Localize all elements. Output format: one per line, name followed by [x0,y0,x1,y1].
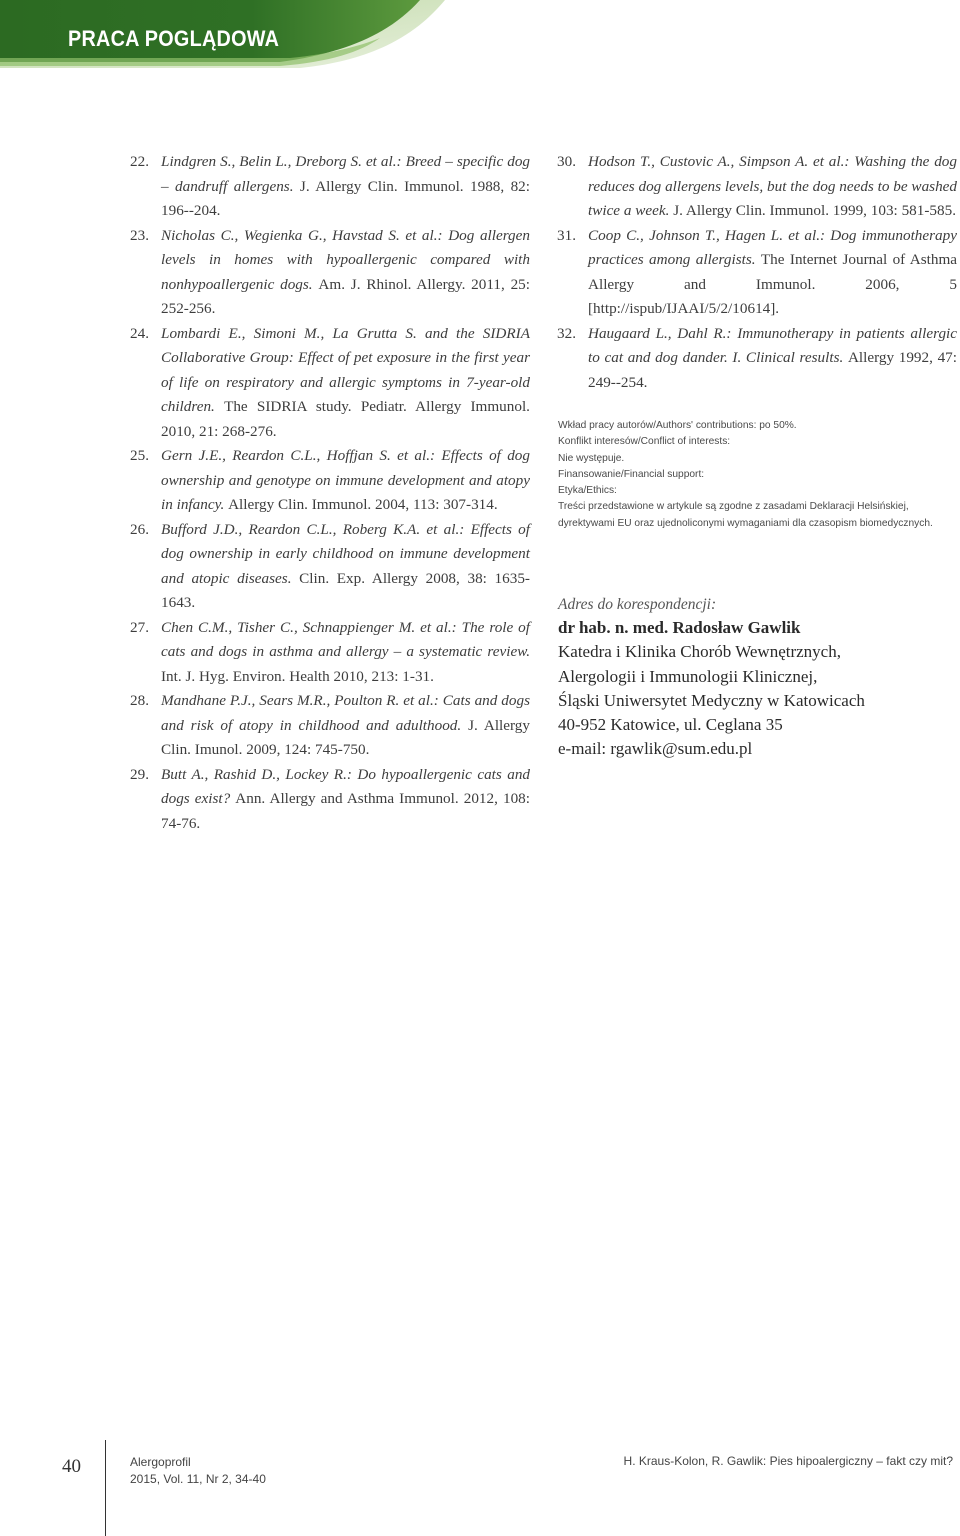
references-right-column [557,150,957,395]
header-banner [0,0,960,80]
reference-source: Ann. Allergy and Asthma Immunol. 2012, 108: 74-76. [161,790,530,832]
address-line-2: Alergologii i Immunologii Klinicznej, [558,666,818,686]
contributions-text: Wkład pracy autorów/Authors' contributions: po 50%. [558,420,797,431]
reference-item [557,150,957,224]
reference-title: Effects of dog ownership and genotype on immune development and atopy in infancy. [161,447,530,513]
reference-source: Am. J. Rhinol. Allergy. 2011, 25: 252-256. [161,275,530,317]
author-name: Radosław Gawlik [672,618,801,637]
reference-number: 32. [557,324,576,342]
reference-source: Allergy 1992, 47: 249--254. [588,349,957,391]
reference-number: 23. [130,226,149,244]
reference-source: J. Allergy Clin. Immunol. 1988, 82: 196--204. [161,177,530,219]
reference-item [557,322,957,396]
section-title: PRACA POGLĄDOWA [68,26,280,51]
reference-authors: Bufford J.D., Reardon C.L., Roberg K.A. et al.: [161,520,471,538]
reference-authors: Lombardi E., Simoni M., La Grutta S. and the SIDRIA Collaborative Group: [161,324,530,366]
journal-name: Alergoprofil [130,1455,191,1469]
reference-authors: Hodson T., Custovic A., Simpson A. et al.: [588,153,855,170]
reference-item [130,150,530,224]
footer-divider [105,1440,106,1536]
reference-title: Cats and dogs and risk of atopy in childhood and adulthood. [161,692,530,734]
email-address[interactable]: e-mail: rgawlik@sum.edu.pl [558,739,753,759]
reference-item [130,444,530,518]
reference-item [130,689,530,763]
reference-item [130,763,530,837]
reference-number: 31. [557,226,576,244]
reference-title: Do hypoallergenic cats and dogs exist? [161,765,531,807]
reference-number: 28. [130,692,149,709]
running-title: H. Kraus-Kolon, R. Gawlik: Pies hipoalergiczny – fakt czy mit? [623,1454,953,1468]
funding-label: Finansowanie/Financial support: [558,468,705,480]
reference-source: The SIDRIA study. Pediatr. Allergy Immunol. 2010, 21: 268-276. [161,398,530,440]
reference-number: 30. [557,153,576,170]
reference-authors: Chen C.M., Tisher C., Schnappienger M. et al.: [161,618,462,636]
address-line-1: Katedra i Klinika Chorób Wewnętrznych, [558,642,841,662]
reference-authors: Coop C., Johnson T., Hagen L. et al.: [588,226,831,244]
reference-authors: Butt A., Rashid D., Lockey R.: [161,765,358,783]
reference-authors: Mandhane P.J., Sears M.R., Poulton R. et al.: [161,692,443,709]
reference-title: Breed – specific dog – dandruff allergens. [161,153,531,195]
reference-source: Allergy Clin. Immunol. 2004, 113: 307-314. [228,496,498,513]
reference-title: Effects of dog ownership in early childhood on immune development and atopic diseases. [161,520,530,587]
reference-number: 25. [130,447,149,464]
correspondence-block [558,594,958,762]
reference-source: Int. J. Hyg. Environ. Health 2010, 213: 1-31. [161,667,434,685]
conflict-label: Konflikt interesów/Conflict of interests: [558,436,731,448]
reference-title: The role of cats and dogs in asthma and allergy – a systematic review. [161,618,530,660]
reference-item [130,322,530,445]
conflict-value: Nie występuje. [558,452,625,464]
reference-number: 24. [130,324,149,342]
reference-authors: Lindgren S., Belin L., Dreborg S. et al.: [161,153,406,170]
reference-item [130,518,530,616]
reference-authors: Haugaard L., Dahl R.: [588,324,738,342]
reference-title: Dog immunotherapy practices among allergists. [588,226,957,268]
page-number: 40 [62,1456,81,1477]
reference-number: 29. [130,765,149,783]
journal-info [130,1454,266,1488]
reference-item [130,224,530,322]
reference-source: The Internet Journal of Asthma Allergy and Immunol. 2006, 5 [http://ispub/IJAAI/5/2/10614]. [588,251,957,317]
reference-authors: Nicholas C., Wegienka G., Havstad S. et al.: [161,226,449,244]
reference-number: 22. [130,153,149,170]
correspondence-name [558,616,958,640]
reference-title: Effect of pet exposure in the first year of life on respiratory and allergic symptoms in 7-year-old children. [161,349,530,415]
journal-volume: 2015, Vol. 11, Nr 2, 34-40 [130,1472,266,1486]
references-left-column [130,150,530,836]
reference-title: Washing the dog reduces dog allergens levels, but the dog needs to be washed twice a week. [588,153,957,219]
ethics-value: Treści przedstawione w artykule są zgodne z zasadami Deklaracji Helsińskiej, dyrektywami EU oraz ujednoliconymi wymaganiami dla czasopism biomedycznych. [558,501,933,529]
article-meta [558,418,958,532]
reference-source: Clin. Exp. Allergy 2008, 38: 1635-1643. [161,569,530,611]
reference-title: Immunotherapy in patients allergic to cat and dog dander. I. Clinical results. [588,324,957,366]
name-prefix: dr hab. n. med. [558,618,673,637]
ethics-label: Etyka/Ethics: [558,485,617,497]
reference-item [557,224,957,322]
address-line-3: Śląski Uniwersytet Medyczny w Katowicach [558,690,865,710]
reference-source: J. Allergy Clin. Imunol. 2009, 124: 745-750. [161,716,530,758]
reference-title: Dog allergen levels in homes with hypoallergenic compared with nonhypoallergenic dogs. [161,226,530,293]
reference-source: J. Allergy Clin. Immunol. 1999, 103: 581-585. [673,202,956,219]
reference-number: 26. [130,520,149,538]
reference-authors: Gern J.E., Reardon C.L., Hoffjan S. et al.: [161,447,442,464]
correspondence-label: Adres do korespondencji: [558,596,717,613]
reference-item [130,616,530,690]
reference-number: 27. [130,618,149,636]
address-line-4: 40-952 Katowice, ul. Ceglana 35 [558,715,783,735]
